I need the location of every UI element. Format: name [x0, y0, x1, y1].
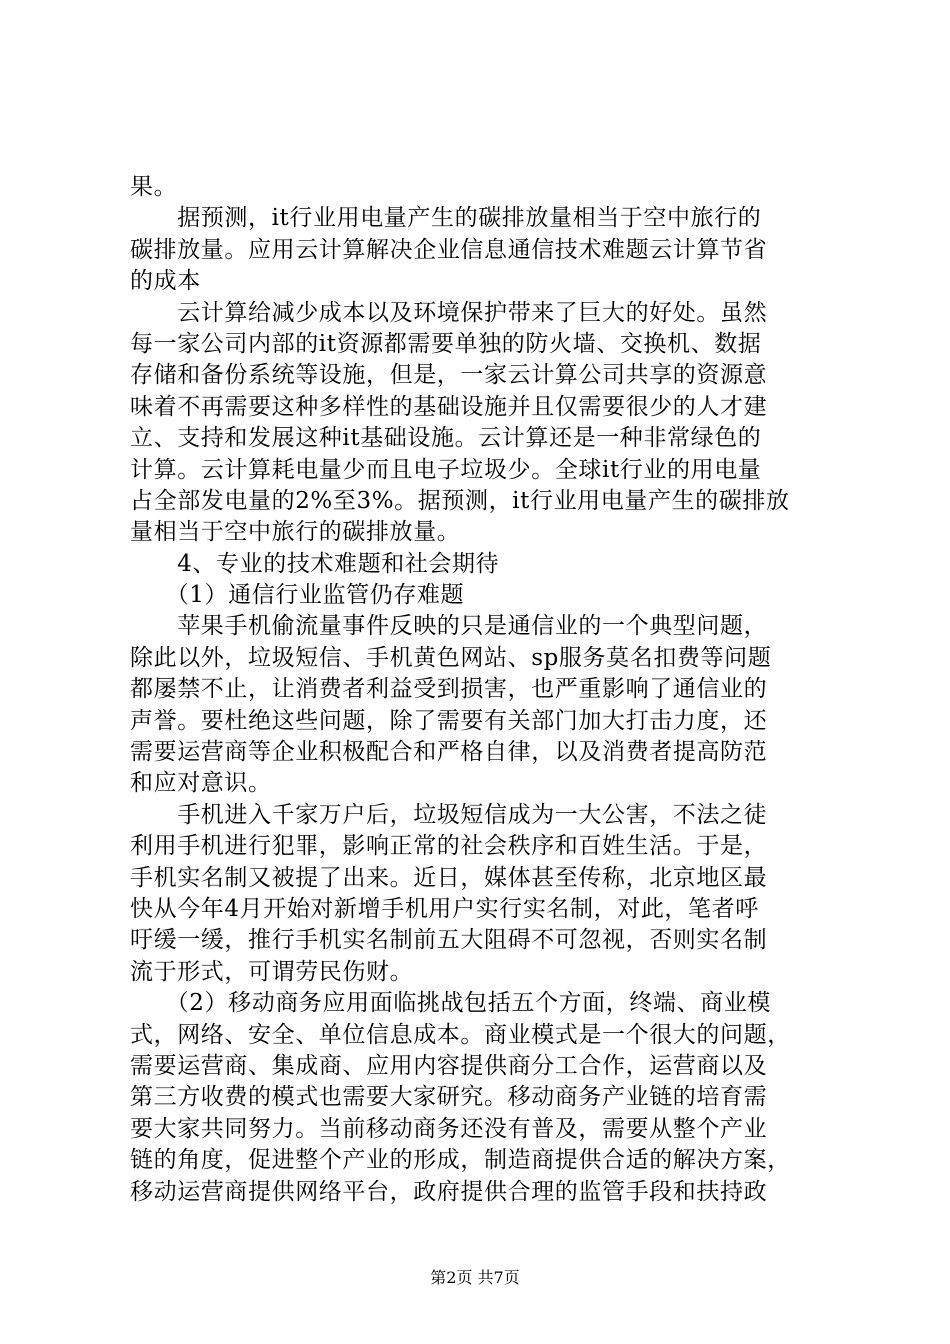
text-line: 声誉。要杜绝这些问题，除了需要有关部门加大打击力度，还	[130, 707, 768, 734]
text-line: 手机实名制又被提了出来。近日，媒体甚至传称，北京地区最	[130, 864, 768, 891]
text-line: 移动运营商提供网络平台，政府提供合理的监管手段和扶持政	[130, 1178, 768, 1205]
text-line: 据预测，it行业用电量产生的碳排放量相当于空中旅行的	[130, 205, 762, 232]
text-line: 味着不再需要这种多样性的基础设施并且仅需要很少的人才建	[130, 393, 768, 420]
document-body	[130, 172, 830, 1208]
text-line: 云计算给减少成本以及环境保护带来了巨大的好处。虽然	[130, 299, 768, 326]
text-line: 都屡禁不止，让消费者利益受到损害，也严重影响了通信业的	[130, 676, 768, 703]
text-line: 式，网络、安全、单位信息成本。商业模式是一个很大的问题，	[130, 1021, 791, 1048]
text-line: 除此以外，垃圾短信、手机黄色网站、sp服务莫名扣费等问题	[130, 644, 772, 671]
text-line: 苹果手机偷流量事件反映的只是通信业的一个典型问题，	[130, 613, 768, 640]
text-line: 要大家共同努力。当前移动商务还没有普及，需要从整个产业	[130, 1115, 768, 1142]
text-line: 链的角度，促进整个产业的形成，制造商提供合适的解决方案，	[130, 1147, 791, 1174]
text-line: 和应对意识。	[130, 770, 272, 797]
text-line: 快从今年4月开始对新增手机用户实行实名制，对此，笔者呼	[130, 895, 759, 922]
text-line: 手机进入千家万户后，垃圾短信成为一大公害，不法之徒	[130, 801, 768, 828]
text-line: 需要运营商等企业积极配合和严格自律，以及消费者提高防范	[130, 739, 768, 766]
text-line: 吁缓一缓，推行手机实名制前五大阻碍不可忽视，否则实名制	[130, 927, 768, 954]
text-line: 4、专业的技术难题和社会期待	[130, 550, 500, 577]
text-line: 占全部发电量的2%至3%。据预测，it行业用电量产生的碳排放	[130, 487, 790, 514]
text-line: （1）通信行业监管仍存难题	[130, 582, 465, 609]
text-line: 每一家公司内部的it资源都需要单独的防火墙、交换机、数据	[130, 330, 762, 357]
text-line: 利用手机进行犯罪，影响正常的社会秩序和百姓生活。于是，	[130, 833, 768, 860]
text-line: 立、支持和发展这种it基础设施。云计算还是一种非常绿色的	[130, 425, 762, 452]
text-line: 的成本	[130, 268, 201, 295]
text-line: 第三方收费的模式也需要大家研究。移动商务产业链的培育需	[130, 1084, 768, 1111]
text-line: 计算。云计算耗电量少而且电子垃圾少。全球it行业的用电量	[130, 456, 762, 483]
text-line: （2）移动商务应用面临挑战包括五个方面，终端、商业模	[130, 990, 771, 1017]
text-line: 存储和备份系统等设施，但是，一家云计算公司共享的资源意	[130, 362, 768, 389]
text-line: 碳排放量。应用云计算解决企业信息通信技术难题云计算节省	[130, 236, 768, 263]
page-footer: 第2页 共7页	[430, 1268, 520, 1287]
text-line: 流于形式，可谓劳民伤财。	[130, 958, 414, 985]
text-line: 量相当于空中旅行的碳排放量。	[130, 519, 461, 546]
text-line: 需要运营商、集成商、应用内容提供商分工合作，运营商以及	[130, 1052, 768, 1079]
text-line: 果。	[130, 174, 178, 200]
